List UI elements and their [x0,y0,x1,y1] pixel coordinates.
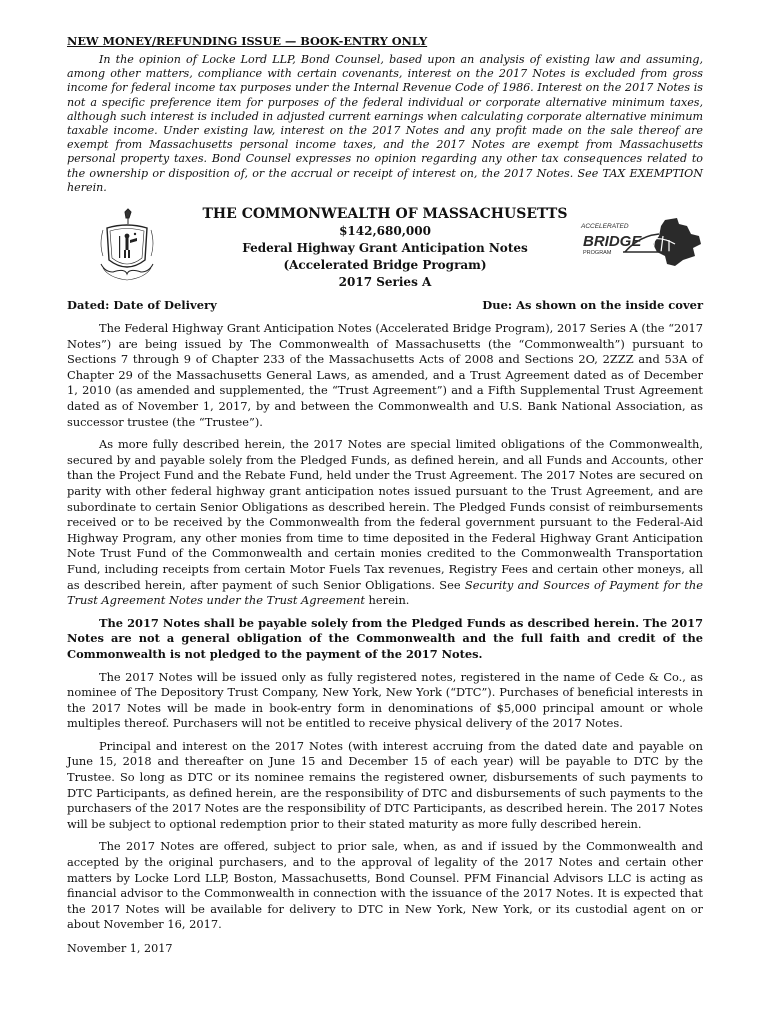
paragraph-security-reference: Security and Sources of Payment for the Trust Agreement Notes under the Trust Agreement [67,577,703,608]
official-statement-cover [67,34,703,955]
tax-opinion-paragraph: In the opinion of Locke Lord LLP, Bond Counsel, based upon an analysis of existing law and assuming, among other matters, compliance with certain covenants, interest on the 2017 Notes is excluded from gross income for federal income tax purposes under the Internal Revenue Code of 1986. Interest on the 2017 Notes is not a specific preference item for purposes of the federal individual or corporate alternative minimum taxes, although such interest is included in adjusted current earnings when calculating corporate alternative minimum taxable income. Under existing law, interest on the 2017 Notes and any profit made on the sale thereof are exempt from Massachusetts personal income taxes, and the 2017 Notes are exempt from Massachusetts personal property taxes. Bond Counsel expresses no opinion regarding any other tax consequences related to the ownership or disposition of, or the accrual or receipt of interest on, the 2017 Notes. See TAX EXEMPTION herein. [67,53,703,194]
statement-date: November 1, 2017 [67,942,173,955]
paragraph-payment: Principal and interest on the 2017 Notes (with interest accruing from the dated date and payable on June 15, 2018 and thereafter on June 15 and December 15 of each year) will be payable to DTC by the Trustee. So long as DTC or its nominee remains the registered owner, disbursements of such payments to DTC Participants, as defined herein, are the responsibility of DTC and disbursements of such payments to the purchasers of the 2017 Notes are the responsibility of DTC Participants, as described herein. The 2017 Notes will be subject to optional redemption prior to their stated maturity as more fully described herein. [67,738,703,831]
paragraph-book-entry: The 2017 Notes will be issued only as fully registered notes, registered in the name of Cede & Co., as nominee of The Depository Trust Company, New York, New York (“DTC”). Purchases of beneficial interests in the 2017 Notes will be made in book-entry form in denominations of $5,000 principal amount or whole multiples thereof. Purchasers will not be entitled to receive physical delivery of the 2017 Notes. [67,669,703,731]
paragraph-issuance: The Federal Highway Grant Anticipation Notes (Accelerated Bridge Program), 2017 Series A (the “2017 Notes”) are being issued by The Commonwealth of Massachusetts (the “Commonwealth”) pursuant to Sections 7 through 9 of Chapter 233 of the Massachusetts Acts of 2008 and Sections 2O, 2ZZZ and 53A of Chapter 29 of the Massachusetts General Laws, as amended, and a Trust Agreement dated as of December 1, 2010 (as amended and supplemented, the “Trust Agreement”) and a Fifth Supplemental Trust Agreement dated as of November 1, 2017, by and between the Commonwealth and U.S. Bank National Association, as successor trustee (the “Trustee”). [67,321,703,429]
issue-title-line-2: (Accelerated Bridge Program) [283,258,487,273]
logo-main-text: BRIDGE [583,233,642,251]
accelerated-bridge-program-logo [579,216,703,278]
issue-type-heading: NEW MONEY/REFUNDING ISSUE — BOOK-ENTRY ONLY [67,34,428,48]
commonwealth-seal-icon [95,208,159,286]
paragraph-limited-obligation: The 2017 Notes shall be payable solely from the Pledged Funds as described herein. The 2017 Notes are not a general obligation of the Commonwealth and the full faith and credit of the Commonwealth is not pledged to the payment of the 2017 Notes. [67,615,703,661]
issue-description [177,240,593,291]
paragraph-offering: The 2017 Notes are offered, subject to prior sale, when, as and if issued by the Commonwealth and accepted by the original purchasers, and to the approval of legality of the 2017 Notes and certain other matters by Locke Lord LLP, Boston, Massachusetts, Bond Counsel. PFM Financial Advisors LLC is acting as financial advisor to the Commonwealth in connection with the issuance of the 2017 Notes. It is expected that the 2017 Notes will be available for delivery to DTC in New York, New York, or its custodial agent on or about November 16, 2017. [67,839,703,932]
issuer-name: THE COMMONWEALTH OF MASSACHUSETTS [202,206,568,223]
logo-bottom-text: PROGRAM [583,250,612,257]
paragraph-security [67,437,703,609]
due-date: Due: As shown on the inside cover [482,298,703,313]
issue-title-line-3: 2017 Series A [338,275,432,290]
issue-title-line-1: Federal Highway Grant Anticipation Notes [242,241,528,256]
dated-date: Dated: Date of Delivery [67,298,217,313]
paragraph-security-main: As more fully described herein, the 2017 Notes are special limited obligations of the Commonwealth, secured by and payable solely from the Pledged Funds, as defined herein, and all Funds and Accounts, other than the Project Fund and the Rebate Fund, held under the Trust Agreement. The 2017 Notes are secured on parity with other federal highway grant anticipation notes issued pursuant to the Trust Agreement, and are subordinate to certain Senior Obligations as described herein. The Pledged Funds consist of reimbursements received or to be received by the Commonwealth from the federal government pursuant to the Federal-Aid Highway Program, any other monies from time to time deposited in the Federal Highway Grant Anticipation Note Trust Fund of the Commonwealth and certain monies credited to the Commonwealth Transportation Fund, including receipts from certain Motor Fuels Tax revenues, Registry Fees and certain other moneys, all as described herein, after payment of such Senior Obligations. See [67,437,703,592]
logo-top-text: ACCELERATED [581,223,629,231]
title-block [67,206,703,298]
paragraph-security-end: herein. [364,593,410,608]
issue-amount: $142,680,000 [339,224,431,239]
dates-row [67,298,703,314]
